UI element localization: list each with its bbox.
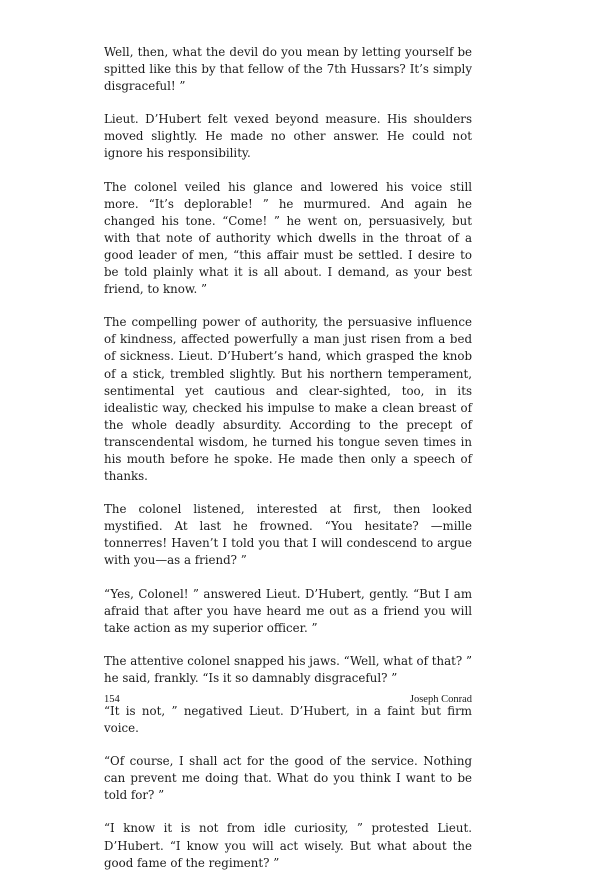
paragraph: “Yes, Colonel! ” answered Lieut. D’Hubert, gently. “But I am afraid that after you have heard me out as a friend you will take action as my superior officer. ” (104, 586, 472, 635)
paragraph: Lieut. D’Hubert felt vexed beyond measure. His shoulders moved slightly. He made no other answer. He could not ignore his responsibility. (104, 112, 472, 161)
paragraph: “It is not, ” negatived Lieut. D’Hubert, in a faint but firm voice. (104, 704, 472, 736)
paragraph: “I know it is not from idle curiosity, ” protested Lieut. D’Hubert. “I know you will act wisely. But what about the good fame of the regiment? ” (104, 821, 472, 870)
page-body (104, 44, 472, 888)
page-footer (104, 694, 472, 708)
paragraph: The attentive colonel snapped his jaws. “Well, what of that? ” he said, frankly. “Is it so damnably disgraceful? ” (104, 653, 472, 685)
paragraph: The colonel veiled his glance and lowered his voice still more. “It’s deplorable! ” he murmured. And again he changed his tone. “Come! ” he went on, persuasively, but with that note of authority which dwells in the throat of a good leader of men, “this affair must be settled. I desire to be told plainly what it is all about. I demand, as your best friend, to know. ” (104, 179, 472, 297)
paragraph: The colonel listened, interested at first, then looked mystified. At last he frowned. “You hesitate? —mille tonnerres! Haven’t I told you that I will condescend to argue with you—as a friend? ” (104, 502, 472, 568)
running-footer-author: Joseph Conrad (409, 694, 472, 705)
paragraph: Well, then, what the devil do you mean by letting yourself be spitted like this by that fellow of the 7th Hussars? It’s simply disgraceful! ” (104, 45, 472, 94)
paragraph: The compelling power of authority, the persuasive influence of kindness, affected powerfully a man just risen from a bed of sickness. Lieut. D’Hubert’s hand, which grasped the knob of a stick, trembled slightly. But his northern temperament, sentimental yet cautious and clear-sighted, too, in its idealistic way, checked his impulse to make a clean breast of the whole deadly absurdity. According to the precept of transcendental wisdom, he turned his tongue seven times in his mouth before he spoke. He made then only a speech of thanks. (104, 315, 472, 484)
page-number: 154 (104, 694, 120, 705)
paragraph: “Of course, I shall act for the good of the service. Nothing can prevent me doing that. What do you think I want to be told for? ” (104, 754, 472, 803)
